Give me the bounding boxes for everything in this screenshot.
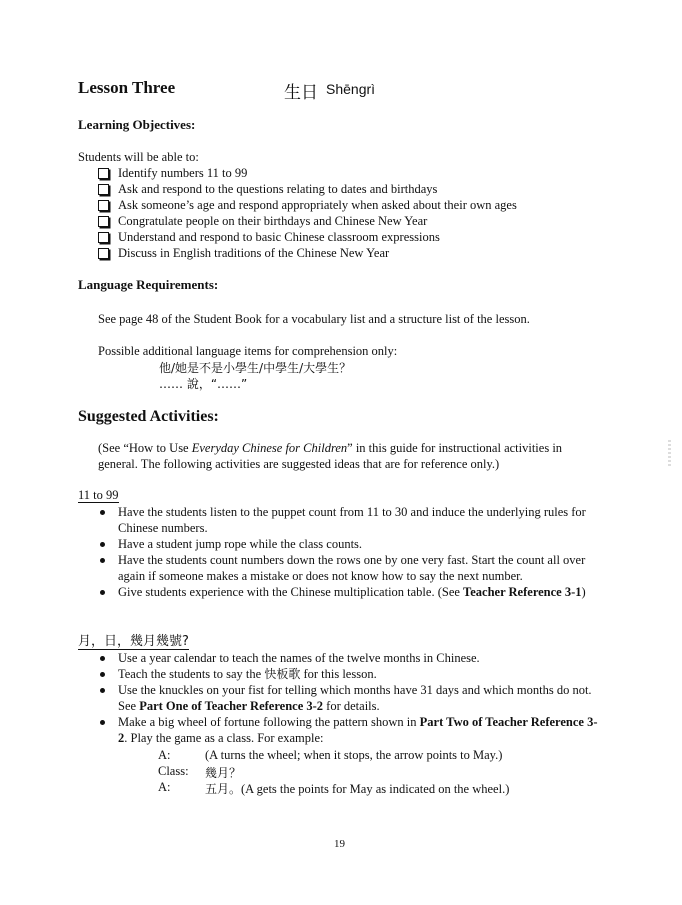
section-dates-list — [98, 650, 606, 746]
list-item: Use the knuckles on your fist for telling which months have 31 days and which months do not. See Part One of Teacher Reference 3-2 for details. — [98, 682, 606, 714]
checkbox-icon — [98, 248, 109, 259]
language-possible: Possible additional language items for comprehension only: — [98, 344, 398, 358]
lesson-pinyin: Shēngrì — [326, 81, 376, 97]
lesson-title: Lesson Three — [78, 78, 176, 97]
objectives-intro: Students will be able to: — [78, 150, 199, 164]
bullet-icon — [100, 656, 105, 661]
section-dates-heading: 月，日，幾月幾號? — [78, 634, 189, 649]
language-heading: Language Requirements: — [78, 277, 219, 292]
margin-mark — [668, 440, 671, 468]
checkbox-icon — [98, 200, 109, 211]
objectives-list — [98, 165, 517, 261]
document-page: Lesson Three 生日 Shēngrì Learning Objectives: Students will be able to: Identify numbers 11 to 99 Ask and respond to the questions relating to dates and birthdays Ask someone’s age and respond appropriately when asked about their own ages Congratulate people on their birthdays and Chinese New Year Understand and respond to basic Chinese classroom expressions Discuss in English traditions of the Chinese New Year Language Requirements: See page 48 of the Student Book for a vocabulary list and a structure list of the lesson. Possible additional language items for comprehension only: 他/她是不是小學生/中學生/大學生？ …… 說，“……” Suggested Activities: (See “How to Use Everyday Chinese for Children” in this guide for instructional activities in general. The following activities are suggested ideas that are for reference only.) 11 to 99 Have the students listen to the puppet count from 11 to 30 and induce the underlying rules for Chinese numbers. Have a student jump rope while the class counts. Have the students count numbers down the rows one by one very fast. Start the count all over again if someone makes a mistake or does not know how to say the next number. Give students experience with the Chinese multiplication table. (See Teacher Reference 3-1) 月，日，幾月幾號? Use a year calendar to teach the names of the twelve months in Chinese. Teach the students to say the 快板歌 for this lesson. Use the knuckles on your fist for telling which months have 31 days and which months do not. See Part One of Teacher Reference 3-2 for details. Make a big wheel of fortune following the pattern shown in Part Two of Teacher Reference 3-2. Play the game as a class. For example: A: (A turns the wheel; when it stops, the arrow points to May.) Class: 幾月？ A: 五月。(A gets the points for May as indicated on the wheel.) 19 — [0, 0, 682, 905]
language-item-2: …… 說，“……” — [159, 377, 248, 391]
bullet-icon — [100, 672, 105, 677]
bullet-icon — [100, 590, 105, 595]
bullet-icon — [100, 720, 105, 725]
language-note: See page 48 of the Student Book for a vocabulary list and a structure list of the lesson. — [98, 312, 530, 326]
list-item: Have the students listen to the puppet count from 11 to 30 and induce the underlying rules for Chinese numbers. — [98, 504, 606, 536]
section-numbers-heading: 11 to 99 — [78, 488, 119, 502]
list-item: Give students experience with the Chinese multiplication table. (See Teacher Reference 3-1) — [98, 584, 606, 600]
list-item: Make a big wheel of fortune following the pattern shown in Part Two of Teacher Reference 3-2. Play the game as a class. For example: — [98, 714, 606, 746]
activities-note-line1: (See “How to Use Everyday Chinese for Children” in this guide for instructional activities in — [98, 441, 563, 455]
page-number: 19 — [334, 838, 345, 850]
activities-note-line2: general. The following activities are suggested ideas that are for reference only.) — [98, 457, 500, 471]
objective-item: Congratulate people on their birthdays and Chinese New Year — [98, 213, 517, 229]
section-numbers-list — [98, 504, 606, 600]
checkbox-icon — [98, 216, 109, 227]
objective-item: Identify numbers 11 to 99 — [98, 165, 517, 181]
objective-item: Ask someone’s age and respond appropriately when asked about their own ages — [98, 197, 517, 213]
bullet-icon — [100, 558, 105, 563]
list-item: Teach the students to say the 快板歌 for this lesson. — [98, 666, 606, 682]
list-item: Have the students count numbers down the rows one by one very fast. Start the count all over again if someone makes a mistake or does not know how to say the next number. — [98, 552, 606, 584]
bullet-icon — [100, 510, 105, 515]
language-item-1: 他/她是不是小學生/中學生/大學生？ — [159, 361, 352, 375]
bullet-icon — [100, 688, 105, 693]
activities-heading: Suggested Activities: — [78, 408, 219, 425]
objective-item: Understand and respond to basic Chinese classroom expressions — [98, 229, 517, 245]
objectives-heading: Learning Objectives: — [78, 117, 196, 132]
objective-item: Ask and respond to the questions relating to dates and birthdays — [98, 181, 517, 197]
bullet-icon — [100, 542, 105, 547]
list-item: Have a student jump rope while the class counts. — [98, 536, 606, 552]
checkbox-icon — [98, 184, 109, 195]
list-item: Use a year calendar to teach the names of the twelve months in Chinese. — [98, 650, 606, 666]
lesson-chinese-title: 生日 — [284, 83, 318, 103]
checkbox-icon — [98, 232, 109, 243]
checkbox-icon — [98, 168, 109, 179]
objective-item: Discuss in English traditions of the Chinese New Year — [98, 245, 517, 261]
